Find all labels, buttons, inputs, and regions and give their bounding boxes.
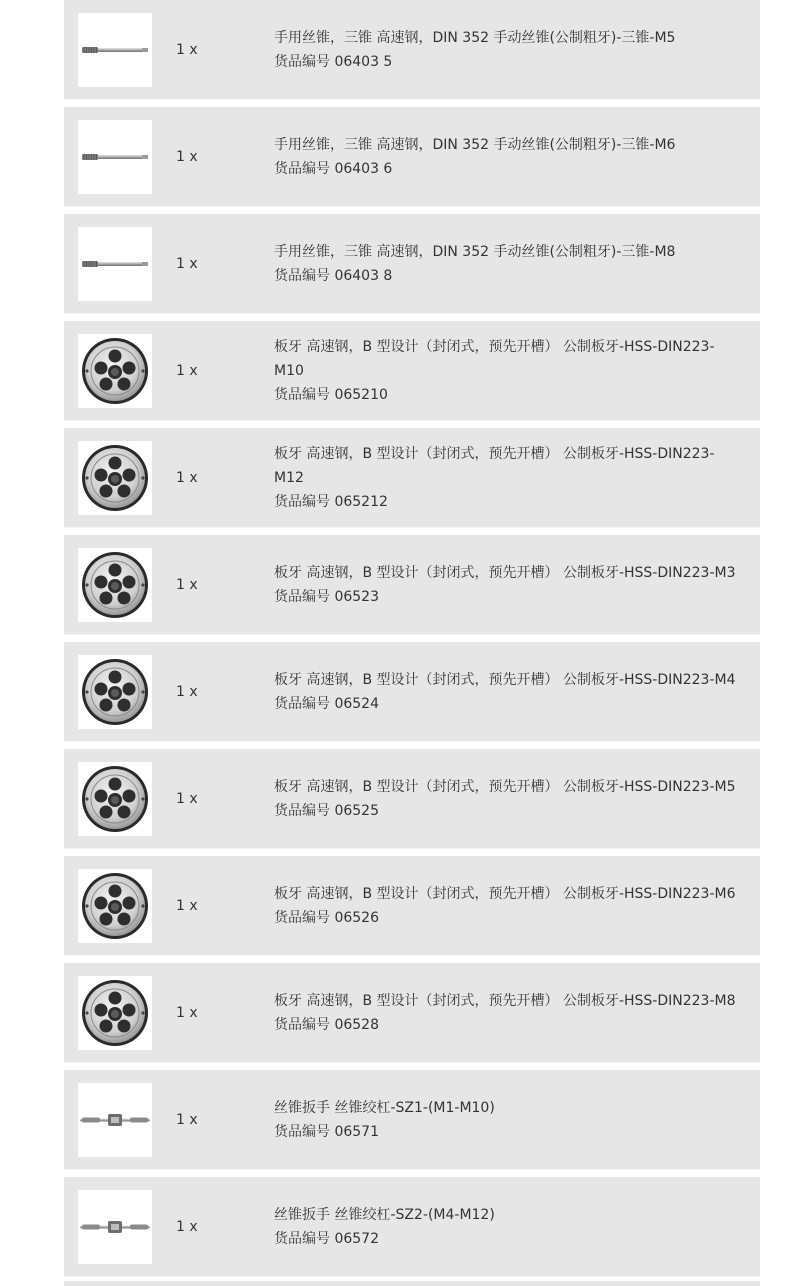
product-description [274, 989, 744, 1037]
quantity-label: 1 x [176, 148, 198, 165]
die-icon[interactable] [78, 762, 152, 836]
product-row [64, 963, 760, 1063]
quantity-label: 1 x [176, 897, 198, 914]
product-code: 货品编号 06403 6 [274, 160, 393, 177]
product-row [64, 107, 760, 207]
product-code: 货品编号 06525 [274, 802, 379, 819]
tap-icon[interactable] [78, 13, 152, 87]
wrench-icon[interactable] [78, 1083, 152, 1157]
product-row [64, 642, 760, 742]
die-icon[interactable] [78, 869, 152, 943]
product-code: 货品编号 06524 [274, 695, 379, 712]
product-name: 丝锥扳手 丝锥绞杠-SZ1-(M1-M10) [274, 1099, 495, 1116]
quantity-label: 1 x [176, 255, 198, 272]
product-description [274, 1096, 744, 1144]
product-row [64, 214, 760, 314]
product-code: 货品编号 065210 [274, 386, 388, 403]
product-name: 丝锥扳手 丝锥绞杠-SZ2-(M4-M12) [274, 1206, 495, 1223]
quantity-label: 1 x [176, 41, 198, 58]
product-name: 手用丝锥，三锥 高速钢，DIN 352 手动丝锥(公制粗牙)-三锥-M8 [274, 243, 676, 260]
quantity-label: 1 x [176, 469, 198, 486]
product-row [64, 321, 760, 421]
product-description [274, 561, 744, 609]
product-list [64, 0, 760, 1284]
quantity-label: 1 x [176, 576, 198, 593]
product-description [274, 442, 744, 514]
product-name: 板牙 高速钢，B 型设计（封闭式，预先开槽） 公制板牙-HSS-DIN223-M6 [274, 885, 736, 902]
quantity-label: 1 x [176, 1218, 198, 1235]
product-code: 货品编号 06523 [274, 588, 379, 605]
tap-icon[interactable] [78, 120, 152, 194]
quantity-label: 1 x [176, 1004, 198, 1021]
product-code: 货品编号 06403 5 [274, 53, 393, 70]
product-name: 手用丝锥，三锥 高速钢，DIN 352 手动丝锥(公制粗牙)-三锥-M5 [274, 29, 676, 46]
product-row [64, 428, 760, 528]
product-description [274, 775, 744, 823]
product-description [274, 26, 744, 74]
product-row [64, 1070, 760, 1170]
product-description [274, 1203, 744, 1251]
product-description [274, 668, 744, 716]
product-description [274, 133, 744, 181]
product-row [64, 856, 760, 956]
product-description [274, 882, 744, 930]
product-code: 货品编号 06403 8 [274, 267, 393, 284]
product-name: 板牙 高速钢，B 型设计（封闭式，预先开槽） 公制板牙-HSS-DIN223-M8 [274, 992, 736, 1009]
die-icon[interactable] [78, 441, 152, 515]
product-name: 手用丝锥，三锥 高速钢，DIN 352 手动丝锥(公制粗牙)-三锥-M6 [274, 136, 676, 153]
product-code: 货品编号 065212 [274, 493, 388, 510]
product-name: 板牙 高速钢，B 型设计（封闭式，预先开槽） 公制板牙-HSS-DIN223-M3 [274, 564, 736, 581]
wrench-icon[interactable] [78, 1190, 152, 1264]
product-name: 板牙 高速钢，B 型设计（封闭式，预先开槽） 公制板牙-HSS-DIN223-M12 [274, 445, 715, 486]
quantity-label: 1 x [176, 790, 198, 807]
product-name: 板牙 高速钢，B 型设计（封闭式，预先开槽） 公制板牙-HSS-DIN223-M10 [274, 338, 715, 379]
quantity-label: 1 x [176, 362, 198, 379]
product-code: 货品编号 06526 [274, 909, 379, 926]
product-code: 货品编号 06572 [274, 1230, 379, 1247]
product-name: 板牙 高速钢，B 型设计（封闭式，预先开槽） 公制板牙-HSS-DIN223-M4 [274, 671, 736, 688]
product-row [64, 1177, 760, 1277]
list-continuation [64, 1281, 760, 1286]
product-name: 板牙 高速钢，B 型设计（封闭式，预先开槽） 公制板牙-HSS-DIN223-M5 [274, 778, 736, 795]
die-icon[interactable] [78, 334, 152, 408]
quantity-label: 1 x [176, 683, 198, 700]
product-code: 货品编号 06571 [274, 1123, 379, 1140]
die-icon[interactable] [78, 976, 152, 1050]
product-row [64, 535, 760, 635]
die-icon[interactable] [78, 655, 152, 729]
tap-icon[interactable] [78, 227, 152, 301]
quantity-label: 1 x [176, 1111, 198, 1128]
product-description [274, 335, 744, 407]
product-row [64, 749, 760, 849]
die-icon[interactable] [78, 548, 152, 622]
product-row [64, 0, 760, 100]
product-description [274, 240, 744, 288]
product-code: 货品编号 06528 [274, 1016, 379, 1033]
